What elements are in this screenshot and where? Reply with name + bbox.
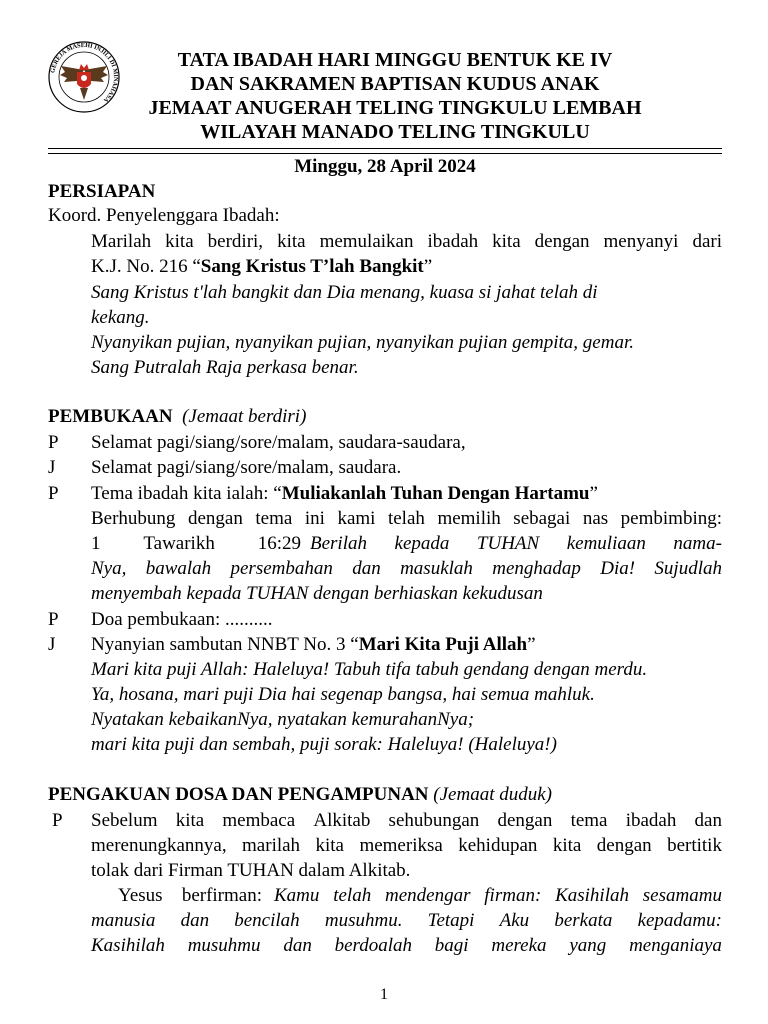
speaker-label: P	[52, 810, 63, 831]
word: Berilah	[310, 533, 367, 554]
word: merenungkannya,	[91, 835, 227, 856]
word: 1	[91, 533, 101, 554]
kj-prefix: K.J. No. 216 “	[91, 256, 201, 277]
word: kita	[315, 835, 344, 856]
word: masuklah	[400, 558, 473, 579]
word: memulaikan	[319, 231, 414, 252]
word: 16:29	[257, 533, 301, 554]
word: Sujudlah	[654, 558, 722, 579]
nyanyian-prefix: Nyanyian sambutan NNBT No. 3 “	[91, 634, 359, 655]
word: bawalah	[145, 558, 212, 579]
word: memeriksa	[359, 835, 443, 856]
word: Tawarikh	[143, 533, 215, 554]
word: Yesus	[118, 885, 163, 906]
pengakuan-line	[91, 809, 722, 833]
word: persembahan	[230, 558, 333, 579]
header-divider	[48, 148, 722, 149]
nyanyian-suffix: ”	[527, 634, 536, 655]
verse-line: menyembah kepada TUHAN dengan berhiaskan kekudusan	[91, 583, 543, 604]
word: dengan	[497, 810, 553, 831]
word: telah	[387, 508, 425, 529]
lyric-line: Nyatakan kebaikanNya, nyatakan kemurahanNya;	[91, 709, 475, 730]
word: Kasihilah	[91, 935, 165, 956]
word: kami	[337, 508, 376, 529]
word: musuhmu	[187, 935, 261, 956]
word: dan	[352, 558, 381, 579]
word: bertitik	[667, 835, 722, 856]
word: Kasihilah	[555, 885, 629, 906]
title-line: WILAYAH MANADO TELING TINGKULU	[200, 121, 590, 143]
word: nama-	[673, 533, 722, 554]
word: dari	[692, 231, 722, 252]
word: sesamamu	[642, 885, 722, 906]
word: tema	[570, 810, 608, 831]
koord-label: Koord. Penyelenggara Ibadah:	[48, 205, 280, 226]
word: marilah	[242, 835, 301, 856]
word: ibadah	[625, 810, 677, 831]
heading-note: (Jemaat duduk)	[433, 784, 552, 805]
pengakuan-line: tolak dari Firman TUHAN dalam Alkitab.	[91, 860, 411, 881]
word: firman:	[484, 885, 542, 906]
word: berdiri,	[207, 231, 264, 252]
word: Nya,	[91, 558, 127, 579]
lyric-line: Ya, hosana, mari puji Dia hai segenap bangsa, hai semua mahluk.	[91, 684, 595, 705]
word: dengan	[187, 508, 243, 529]
lyric-line: Nyanyikan pujian, nyanyikan pujian, nyanyikan pujian gempita, gemar.	[91, 332, 634, 353]
verse-ref-words	[91, 532, 301, 556]
word: nas	[582, 508, 609, 529]
lyric-line: Sang Kristus t'lah bangkit dan Dia menang, kuasa si jahat telah di	[91, 282, 598, 303]
word: telah	[333, 885, 372, 906]
section-heading-pembukaan	[48, 405, 306, 429]
word: pembimbing:	[620, 508, 722, 529]
document-title	[110, 48, 680, 144]
word: kita	[175, 810, 205, 831]
word: kita	[165, 231, 194, 252]
speaker-label: P	[48, 609, 59, 630]
word: kita	[277, 231, 306, 252]
section-heading-pengakuan	[48, 783, 552, 807]
word: mendengar	[385, 885, 471, 906]
word: Sebelum	[91, 810, 158, 831]
word: menghadap	[492, 558, 581, 579]
heading-text: PENGAKUAN DOSA DAN PENGAMPUNAN	[48, 784, 429, 805]
lyric-line: Sang Putralah Raja perkasa benar.	[91, 357, 359, 378]
kj-line	[91, 255, 432, 279]
word: Berhubung	[91, 508, 176, 529]
word: menyanyi	[603, 231, 679, 252]
word: ini	[304, 508, 325, 529]
word: yang	[569, 935, 607, 956]
speaker-label: J	[48, 634, 56, 655]
word: sehubungan	[388, 810, 480, 831]
heading-text: PEMBUKAAN	[48, 406, 173, 427]
word: Dia!	[600, 558, 636, 579]
lyric-line: kekang.	[91, 307, 150, 328]
service-date: Minggu, 28 April 2024	[294, 156, 476, 177]
word: kepada	[394, 533, 450, 554]
scripture-line	[91, 909, 722, 933]
word: Tetapi	[427, 910, 475, 931]
word: membaca	[222, 810, 296, 831]
word: manusia	[91, 910, 156, 931]
word: berkata	[554, 910, 613, 931]
nyanyian-title: Mari Kita Puji Allah	[358, 634, 528, 655]
word: dengan	[596, 835, 652, 856]
word: musuhmu.	[324, 910, 403, 931]
word: bagi	[434, 935, 469, 956]
word: kehidupan	[458, 835, 538, 856]
yesus-italic	[274, 884, 722, 908]
word: Marilah	[91, 231, 152, 252]
word: kepadamu:	[637, 910, 722, 931]
yesus-line	[118, 884, 722, 908]
word: Kamu	[274, 885, 320, 906]
word: kemuliaan	[566, 533, 646, 554]
nas-line	[91, 507, 722, 531]
verse-line	[91, 532, 722, 556]
speaker-label: P	[48, 483, 59, 504]
word: kita	[492, 231, 521, 252]
verse-italic-words	[310, 532, 722, 556]
nyanyian-line	[91, 633, 536, 657]
word: dan	[180, 910, 210, 931]
heading-note: (Jemaat berdiri)	[182, 406, 307, 427]
word: sebagai	[513, 508, 571, 529]
word: mereka	[491, 935, 547, 956]
title-line: JEMAAT ANUGERAH TELING TINGKULU LEMBAH	[148, 97, 642, 119]
lyric-line: Mari kita puji Allah: Haleluya! Tabuh tifa tabuh gendang dengan merdu.	[91, 659, 648, 680]
header-divider	[48, 153, 722, 154]
word: Aku	[499, 910, 530, 931]
word: menganiaya	[629, 935, 722, 956]
word: berfirman:	[181, 885, 262, 906]
intro-line	[91, 230, 722, 254]
word: dengan	[534, 231, 590, 252]
tema-line	[91, 482, 598, 506]
page-number: 1	[380, 986, 388, 1003]
word: TUHAN	[476, 533, 540, 554]
liturgy-line: Selamat pagi/siang/sore/malam, saudara.	[91, 457, 402, 478]
title-line: DAN SAKRAMEN BAPTISAN KUDUS ANAK	[190, 73, 600, 95]
tema-prefix: Tema ibadah kita ialah: “	[91, 483, 282, 504]
word: dan	[694, 810, 722, 831]
liturgy-line: Selamat pagi/siang/sore/malam, saudara-saudara,	[91, 432, 466, 453]
tema-title: Muliakanlah Tuhan Dengan Hartamu	[281, 483, 590, 504]
yesus-prefix	[118, 884, 262, 908]
word: dan	[283, 935, 312, 956]
tema-suffix: ”	[589, 483, 598, 504]
svg-text:GEREJA MASEHI INJILI DI MINAHA: GEREJA MASEHI INJILI DI MINAHASA	[49, 41, 120, 104]
lyric-line: mari kita puji dan sembah, puji sorak: Haleluya! (Haleluya!)	[91, 734, 557, 755]
word: kita	[552, 835, 582, 856]
title-line: TATA IBADAH HARI MINGGU BENTUK KE IV	[177, 49, 613, 71]
word: berdoalah	[334, 935, 412, 956]
speaker-label: P	[48, 432, 59, 453]
section-heading-persiapan: PERSIAPAN	[48, 181, 156, 202]
word: ibadah	[427, 231, 479, 252]
kj-suffix: ”	[423, 256, 433, 277]
verse-line	[91, 557, 722, 581]
pengakuan-line	[91, 834, 722, 858]
word: tema	[255, 508, 293, 529]
word: memilih	[437, 508, 501, 529]
word: Alkitab	[313, 810, 371, 831]
scripture-line	[91, 934, 722, 958]
speaker-label: J	[48, 457, 56, 478]
word: bencilah	[234, 910, 300, 931]
doa-line: Doa pembukaan: ..........	[91, 609, 273, 630]
kj-title: Sang Kristus T’lah Bangkit	[200, 256, 424, 277]
